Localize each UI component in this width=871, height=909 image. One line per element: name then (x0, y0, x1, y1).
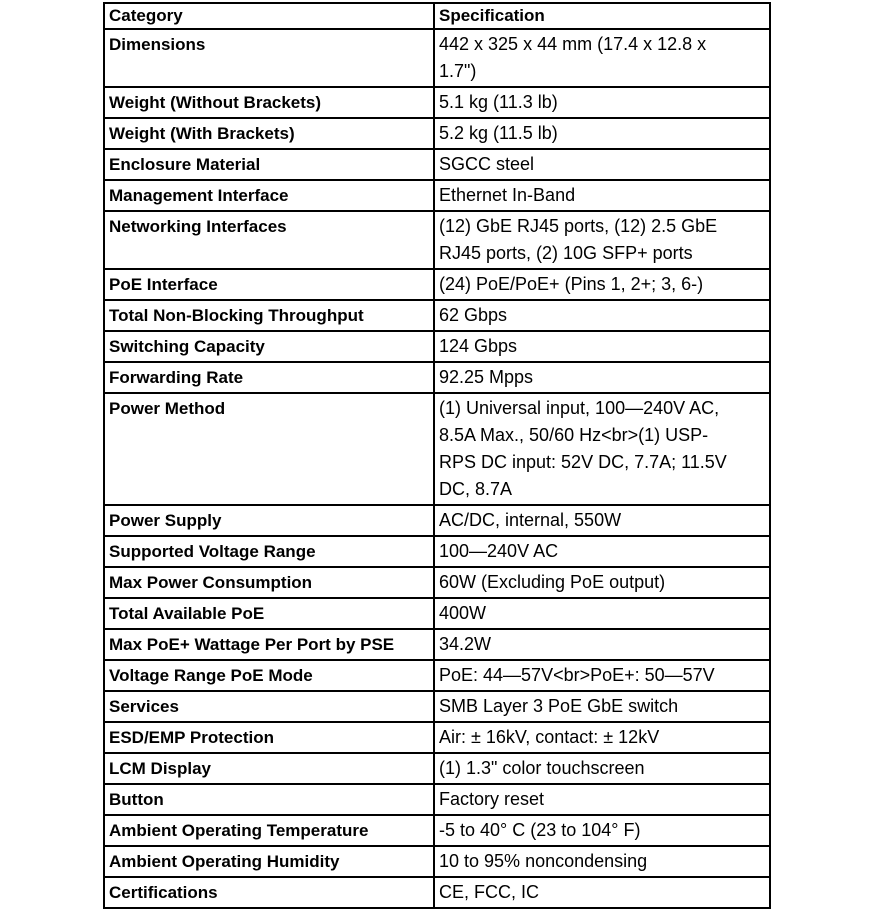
specification-cell: PoE: 44—57V<br>PoE+: 50—57V (434, 660, 770, 691)
table-row (104, 722, 770, 753)
specification-cell: 5.2 kg (11.5 lb) (434, 118, 770, 149)
table-row (104, 87, 770, 118)
specification-cell: (12) GbE RJ45 ports, (12) 2.5 GbE RJ45 ports, (2) 10G SFP+ ports (434, 211, 770, 269)
specification-cell: SMB Layer 3 PoE GbE switch (434, 691, 770, 722)
category-cell: Supported Voltage Range (104, 536, 434, 567)
specification-cell: SGCC steel (434, 149, 770, 180)
specification-cell: (1) 1.3" color touchscreen (434, 753, 770, 784)
table-row (104, 149, 770, 180)
table-body (104, 29, 770, 908)
column-header-category: Category (104, 3, 434, 29)
category-cell: Weight (Without Brackets) (104, 87, 434, 118)
table-row (104, 691, 770, 722)
table-row (104, 505, 770, 536)
specification-cell: Factory reset (434, 784, 770, 815)
specification-cell: CE, FCC, IC (434, 877, 770, 908)
table-row (104, 660, 770, 691)
category-cell: Enclosure Material (104, 149, 434, 180)
specification-cell: 124 Gbps (434, 331, 770, 362)
table-header-row (104, 3, 770, 29)
table-row (104, 536, 770, 567)
specification-cell: 400W (434, 598, 770, 629)
specification-cell: (24) PoE/PoE+ (Pins 1, 2+; 3, 6-) (434, 269, 770, 300)
table-row (104, 846, 770, 877)
specification-cell: 10 to 95% noncondensing (434, 846, 770, 877)
category-cell: Management Interface (104, 180, 434, 211)
category-cell: LCM Display (104, 753, 434, 784)
specification-cell: 92.25 Mpps (434, 362, 770, 393)
category-cell: Power Supply (104, 505, 434, 536)
column-header-specification: Specification (434, 3, 770, 29)
table-row (104, 877, 770, 908)
category-cell: Total Non-Blocking Throughput (104, 300, 434, 331)
specification-cell: Ethernet In-Band (434, 180, 770, 211)
specification-cell: 34.2W (434, 629, 770, 660)
category-cell: PoE Interface (104, 269, 434, 300)
table-row (104, 393, 770, 505)
category-cell: Networking Interfaces (104, 211, 434, 269)
table-row (104, 784, 770, 815)
specification-cell: 62 Gbps (434, 300, 770, 331)
table-row (104, 598, 770, 629)
specification-cell: AC/DC, internal, 550W (434, 505, 770, 536)
table-row (104, 300, 770, 331)
category-cell: Voltage Range PoE Mode (104, 660, 434, 691)
specification-cell: 5.1 kg (11.3 lb) (434, 87, 770, 118)
category-cell: Weight (With Brackets) (104, 118, 434, 149)
category-cell: Ambient Operating Humidity (104, 846, 434, 877)
category-cell: Max Power Consumption (104, 567, 434, 598)
specification-cell: 442 x 325 x 44 mm (17.4 x 12.8 x 1.7") (434, 29, 770, 87)
table-row (104, 567, 770, 598)
specification-cell: Air: ± 16kV, contact: ± 12kV (434, 722, 770, 753)
category-cell: Max PoE+ Wattage Per Port by PSE (104, 629, 434, 660)
category-cell: Power Method (104, 393, 434, 505)
specification-cell: -5 to 40° C (23 to 104° F) (434, 815, 770, 846)
table-row (104, 629, 770, 660)
category-cell: Certifications (104, 877, 434, 908)
specification-table (103, 2, 771, 909)
specification-cell: 60W (Excluding PoE output) (434, 567, 770, 598)
category-cell: Dimensions (104, 29, 434, 87)
table-row (104, 118, 770, 149)
table-row (104, 180, 770, 211)
category-cell: Services (104, 691, 434, 722)
table-row (104, 815, 770, 846)
category-cell: Total Available PoE (104, 598, 434, 629)
table-row (104, 753, 770, 784)
category-cell: Switching Capacity (104, 331, 434, 362)
category-cell: Button (104, 784, 434, 815)
category-cell: ESD/EMP Protection (104, 722, 434, 753)
specification-cell: 100—240V AC (434, 536, 770, 567)
table-row (104, 331, 770, 362)
table-row (104, 269, 770, 300)
table-row (104, 362, 770, 393)
category-cell: Ambient Operating Temperature (104, 815, 434, 846)
category-cell: Forwarding Rate (104, 362, 434, 393)
table-row (104, 29, 770, 87)
specification-cell: (1) Universal input, 100—240V AC, 8.5A Max., 50/60 Hz<br>(1) USP-RPS DC input: 52V DC, 7.7A; 11.5V DC, 8.7A (434, 393, 770, 505)
table-row (104, 211, 770, 269)
